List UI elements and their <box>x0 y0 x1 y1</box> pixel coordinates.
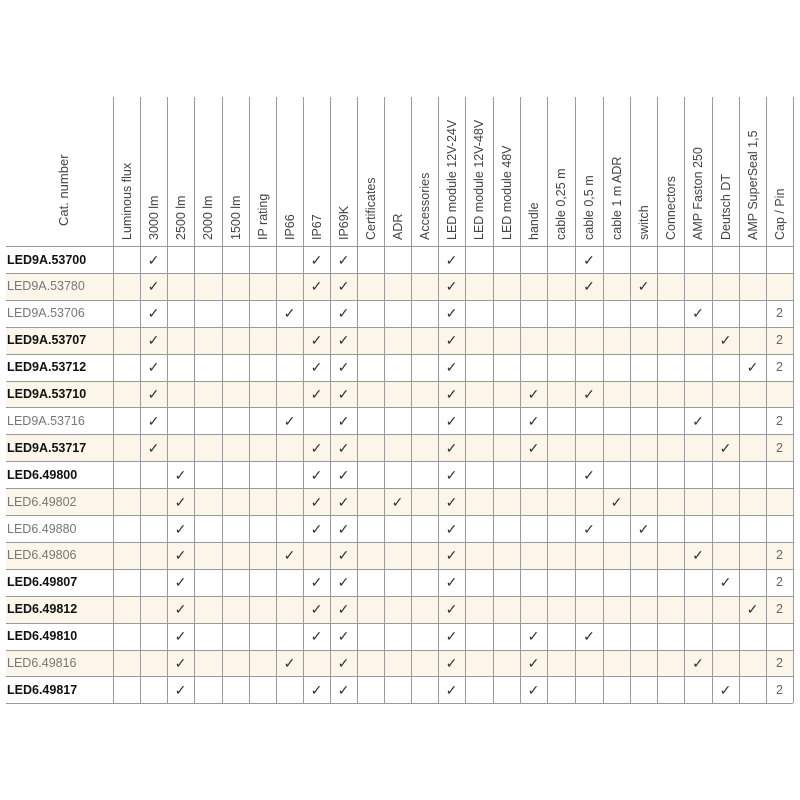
cat-number-cell: LED6.49800 <box>7 467 78 482</box>
column-header-adr: ADR <box>390 213 405 240</box>
check-mark-icon: ✓ <box>337 412 350 429</box>
check-mark-icon: ✓ <box>445 601 458 618</box>
column-divider <box>113 97 114 703</box>
column-header-handle: handle <box>526 202 541 240</box>
check-mark-icon: ✓ <box>337 628 350 645</box>
check-mark-icon: ✓ <box>147 412 160 429</box>
check-mark-icon: ✓ <box>174 574 187 591</box>
check-mark-icon: ✓ <box>583 520 595 537</box>
row-divider <box>6 676 793 677</box>
cap-pin-value: 2 <box>776 440 783 455</box>
check-mark-icon: ✓ <box>310 332 323 349</box>
check-mark-icon: ✓ <box>719 574 732 591</box>
cat-number-cell: LED6.49817 <box>7 682 78 697</box>
cat-number-header: Cat. number <box>56 154 71 226</box>
check-mark-icon: ✓ <box>337 251 350 268</box>
cat-number-cell: LED6.49807 <box>7 575 78 590</box>
check-mark-icon: ✓ <box>527 655 540 671</box>
column-header-deutsch: Deutsch DT <box>718 174 733 240</box>
check-mark-icon: ✓ <box>445 412 458 429</box>
row-band <box>6 434 793 461</box>
check-mark-icon: ✓ <box>147 359 160 376</box>
check-mark-icon: ✓ <box>283 412 296 429</box>
check-mark-icon: ✓ <box>310 520 323 537</box>
column-header-cap: Cap / Pin <box>772 188 787 240</box>
column-header-c025: cable 0,25 m <box>554 168 568 240</box>
column-divider <box>657 97 658 703</box>
column-divider <box>547 97 548 703</box>
check-mark-icon: ✓ <box>583 278 595 295</box>
column-header-m1224: LED module 12V-24V <box>444 119 459 240</box>
check-mark-icon: ✓ <box>746 359 759 376</box>
check-mark-icon: ✓ <box>445 439 458 456</box>
row-divider <box>6 542 793 543</box>
column-divider <box>712 97 713 703</box>
check-mark-icon: ✓ <box>337 278 350 295</box>
check-mark-icon: ✓ <box>445 386 458 402</box>
check-mark-icon: ✓ <box>174 601 187 618</box>
check-mark-icon: ✓ <box>583 251 595 268</box>
check-mark-icon: ✓ <box>174 655 187 671</box>
check-mark-icon: ✓ <box>147 332 160 349</box>
check-mark-icon: ✓ <box>174 520 187 537</box>
column-divider <box>603 97 604 703</box>
column-divider <box>249 97 250 703</box>
check-mark-icon: ✓ <box>637 278 650 295</box>
cat-number-cell: LED6.49810 <box>7 629 78 644</box>
cap-pin-value: 2 <box>776 656 783 670</box>
column-divider <box>384 97 385 703</box>
row-divider <box>6 434 793 435</box>
check-mark-icon: ✓ <box>310 466 323 483</box>
check-mark-icon: ✓ <box>692 547 704 564</box>
column-header-ip: IP rating <box>255 193 270 240</box>
column-divider <box>194 97 195 703</box>
column-header-amp250: AMP Faston 250 <box>691 147 705 240</box>
check-mark-icon: ✓ <box>337 305 350 322</box>
cat-number-cell: LED9A.53712 <box>7 360 87 375</box>
check-mark-icon: ✓ <box>527 412 540 429</box>
check-mark-icon: ✓ <box>527 386 540 402</box>
check-mark-icon: ✓ <box>445 628 458 645</box>
check-mark-icon: ✓ <box>337 681 350 698</box>
check-mark-icon: ✓ <box>719 439 732 456</box>
cat-number-cell: LED6.49802 <box>7 494 77 509</box>
check-mark-icon: ✓ <box>445 359 458 376</box>
row-band <box>6 381 793 408</box>
check-mark-icon: ✓ <box>583 628 595 645</box>
column-header-c05: cable 0,5 m <box>582 175 596 240</box>
column-divider <box>357 97 358 703</box>
cap-pin-value: 2 <box>776 602 783 617</box>
cap-pin-value: 2 <box>776 333 783 348</box>
check-mark-icon: ✓ <box>445 655 458 671</box>
cat-number-cell: LED9A.53717 <box>7 440 87 455</box>
column-header-m48: LED module 48V <box>499 145 514 240</box>
check-mark-icon: ✓ <box>337 332 350 349</box>
column-divider <box>493 97 494 703</box>
check-mark-icon: ✓ <box>445 493 458 510</box>
check-mark-icon: ✓ <box>337 359 350 376</box>
check-mark-icon: ✓ <box>310 439 323 456</box>
cat-number-cell: LED6.49806 <box>7 548 77 563</box>
row-band <box>6 596 793 623</box>
row-band <box>6 542 793 569</box>
column-divider <box>630 97 631 703</box>
column-divider <box>222 97 223 703</box>
check-mark-icon: ✓ <box>147 278 160 295</box>
row-divider <box>6 381 793 382</box>
column-divider <box>411 97 412 703</box>
check-mark-icon: ✓ <box>527 628 540 645</box>
check-mark-icon: ✓ <box>283 305 296 322</box>
column-header-cert: Certificates <box>363 177 378 240</box>
row-divider <box>6 623 793 624</box>
check-mark-icon: ✓ <box>174 547 187 564</box>
row-divider <box>6 650 793 651</box>
check-mark-icon: ✓ <box>147 251 160 268</box>
cap-pin-value: 2 <box>776 360 783 375</box>
check-mark-icon: ✓ <box>310 601 323 618</box>
cap-pin-value: 2 <box>776 682 783 697</box>
check-mark-icon: ✓ <box>283 655 296 671</box>
column-header-ip66: IP66 <box>282 214 297 240</box>
column-header-c3000: 3000 lm <box>146 195 161 240</box>
cap-pin-value: 2 <box>776 413 783 428</box>
check-mark-icon: ✓ <box>310 386 323 402</box>
column-header-m1248: LED module 12V-48V <box>472 119 486 240</box>
check-mark-icon: ✓ <box>147 439 160 456</box>
row-divider <box>6 596 793 597</box>
cat-number-cell: LED9A.53710 <box>7 387 87 401</box>
row-divider <box>6 407 793 408</box>
cat-number-cell: LED6.49812 <box>7 602 78 617</box>
check-mark-icon: ✓ <box>445 547 458 564</box>
row-divider <box>6 703 793 704</box>
cap-pin-value: 2 <box>776 306 783 321</box>
cat-number-cell: LED6.49880 <box>7 521 77 536</box>
check-mark-icon: ✓ <box>445 278 458 295</box>
column-header-c2000: 2000 lm <box>201 195 215 240</box>
check-mark-icon: ✓ <box>445 681 458 698</box>
column-header-c1500: 1500 lm <box>228 195 243 240</box>
column-header-switch: switch <box>636 205 651 240</box>
row-divider <box>6 246 793 247</box>
check-mark-icon: ✓ <box>583 466 595 483</box>
check-mark-icon: ✓ <box>445 332 458 349</box>
check-mark-icon: ✓ <box>147 305 160 322</box>
row-divider <box>6 354 793 355</box>
check-mark-icon: ✓ <box>527 439 540 456</box>
column-header-lf: Luminous flux <box>119 162 134 240</box>
cat-number-cell: LED9A.53700 <box>7 252 87 267</box>
cat-number-cell: LED6.49816 <box>7 656 77 670</box>
check-mark-icon: ✓ <box>337 655 350 671</box>
row-divider <box>6 461 793 462</box>
check-mark-icon: ✓ <box>719 332 732 349</box>
check-mark-icon: ✓ <box>692 305 704 322</box>
row-divider <box>6 515 793 516</box>
cat-number-cell: LED9A.53716 <box>7 413 85 428</box>
column-header-ampss: AMP SuperSeal 1,5 <box>745 130 760 240</box>
row-divider <box>6 273 793 274</box>
column-header-c1adr: cable 1 m ADR <box>609 156 624 240</box>
column-header-acc: Accessories <box>417 172 432 240</box>
check-mark-icon: ✓ <box>445 574 458 591</box>
check-mark-icon: ✓ <box>692 655 704 671</box>
check-mark-icon: ✓ <box>746 601 759 618</box>
check-mark-icon: ✓ <box>310 278 323 295</box>
row-band <box>6 650 793 677</box>
check-mark-icon: ✓ <box>337 547 350 564</box>
check-mark-icon: ✓ <box>174 493 187 510</box>
column-divider <box>793 97 794 703</box>
check-mark-icon: ✓ <box>337 520 350 537</box>
column-divider <box>465 97 466 703</box>
column-header-ip67: IP67 <box>309 214 324 240</box>
cap-pin-value: 2 <box>776 575 783 590</box>
check-mark-icon: ✓ <box>310 359 323 376</box>
row-divider <box>6 569 793 570</box>
cat-number-cell: LED9A.53780 <box>7 279 85 294</box>
check-mark-icon: ✓ <box>310 681 323 698</box>
check-mark-icon: ✓ <box>283 547 296 564</box>
check-mark-icon: ✓ <box>147 386 160 402</box>
check-mark-icon: ✓ <box>527 681 540 698</box>
row-divider <box>6 300 793 301</box>
check-mark-icon: ✓ <box>174 466 187 483</box>
check-mark-icon: ✓ <box>174 681 187 698</box>
column-header-ip69k: IP69K <box>336 205 351 240</box>
check-mark-icon: ✓ <box>337 439 350 456</box>
check-mark-icon: ✓ <box>445 466 458 483</box>
check-mark-icon: ✓ <box>310 628 323 645</box>
row-band <box>6 327 793 354</box>
check-mark-icon: ✓ <box>337 601 350 618</box>
check-mark-icon: ✓ <box>337 386 350 402</box>
check-mark-icon: ✓ <box>445 305 458 322</box>
row-band <box>6 273 793 300</box>
cat-number-cell: LED9A.53707 <box>7 333 87 348</box>
check-mark-icon: ✓ <box>310 574 323 591</box>
check-mark-icon: ✓ <box>445 520 458 537</box>
check-mark-icon: ✓ <box>174 628 187 645</box>
check-mark-icon: ✓ <box>692 412 704 429</box>
check-mark-icon: ✓ <box>583 386 595 402</box>
cap-pin-value: 2 <box>776 548 783 563</box>
check-mark-icon: ✓ <box>445 251 458 268</box>
check-mark-icon: ✓ <box>337 574 350 591</box>
check-mark-icon: ✓ <box>610 493 623 510</box>
check-mark-icon: ✓ <box>337 466 350 483</box>
column-header-c2500: 2500 lm <box>173 195 188 240</box>
check-mark-icon: ✓ <box>310 493 323 510</box>
check-mark-icon: ✓ <box>391 493 404 510</box>
cat-number-cell: LED9A.53706 <box>7 306 85 321</box>
check-mark-icon: ✓ <box>310 251 323 268</box>
check-mark-icon: ✓ <box>719 681 732 698</box>
check-mark-icon: ✓ <box>637 520 650 537</box>
check-mark-icon: ✓ <box>337 493 350 510</box>
column-header-conn: Connectors <box>663 176 678 240</box>
column-divider <box>684 97 685 703</box>
row-divider <box>6 327 793 328</box>
column-divider <box>276 97 277 703</box>
